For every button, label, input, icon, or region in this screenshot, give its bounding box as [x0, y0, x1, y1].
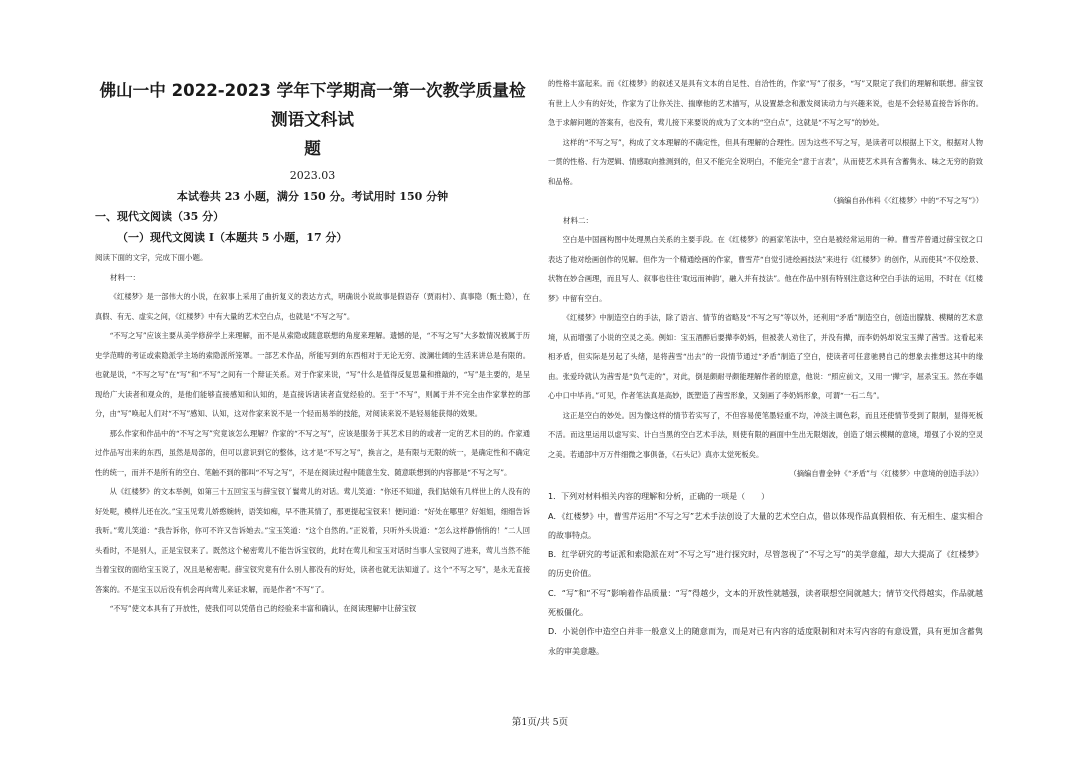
instruction: 阅读下面的文字，完成下面小题。	[95, 253, 208, 262]
option-a: A．《红楼梦》中，曹雪芹运用“不写之写”艺术手法创设了大量的艺术空白点，借以体现作品真假相依、有无相生、虚实相合的故事特点。	[548, 511, 983, 540]
paragraph: 《红楼梦》是一部伟大的小说，在叙事上采用了曲折复义的表达方式，明确说小说故事是假语存（贾雨村）、真事隐（甄士隐），在真假、有无、虚实之间，《红楼梦》中有大量的艺术空白点，也就是“不写之写”。	[95, 292, 530, 321]
question-stem: 1．下列对材料相关内容的理解和分析，正确的一项是（ ）	[548, 491, 770, 501]
subsection-heading: （一）现代文阅读 I（本题共 5 小题，17 分）	[117, 231, 348, 244]
section-heading: 一、现代文阅读（35 分）	[95, 210, 225, 223]
paragraph: 这样的“不写之写”，构成了文本理解的不确定性，但具有理解的合理性。因为这些不写之写，是读者可以根据上下文，根据对人物一贯的性格、行为逻辑、情感取向推测到的，但又不能完全说明白，不能完全“意于言表”，从而使艺术具有含蓄隽永、味之无穷的韵致和品格。	[548, 137, 983, 186]
exam-title	[95, 76, 530, 163]
page-number: 第1页/共 5页	[511, 717, 569, 728]
paragraph: 的性格丰富起来。而《红楼梦》的叙述又是具有文本的自足性、自洽性的，作家“写”了很多，“写”又限定了我们的理解和联想。薛宝钗有世上人少有的好处，作家为了让你关注、揣摩他的艺术描写，从设置悬念和激发阅读动力与兴趣来说，也是不会轻易直接告诉你的。急于求解问题的答案有，也没有，莺儿接下来要说的成为了文本的“空白点”，这就是“不写之写”的妙处。	[548, 79, 983, 127]
title-line-2: 题	[304, 139, 321, 158]
paragraph: 空白是中国画构图中处理黑白关系的主要手段。在《红楼梦》的画家笔法中，空白是被经常运用的一种。曹雪芹曾通过薛宝钗之口表达了他对绘画创作的见解。但作为一个精通绘画的作家，曹雪芹“自觉引进绘画技法”来进行《红楼梦》的创作，从而使其“不仅绘景、状物在妙合画理，而且写人、叙事也往往‘取远而神韵’，融入并有技法”。他在作品中别有特别注意这种空白手法的运用，不时在《红楼梦》中留有空白。	[548, 235, 983, 303]
option-b: B．红学研究的考证派和索隐派在对“不写之写”进行探究时，尽管忽视了“不写之写”的美学意蕴，却大大提高了《红楼梦》的历史价值。	[548, 550, 983, 579]
material-2-label: 材料二：	[563, 215, 593, 225]
exam-info: 本试卷共 23 小题，满分 150 分。考试用时 150 分钟	[176, 190, 449, 203]
paragraph: “不写之写”应该主要从美学修辞学上来理解，而不是从索隐或随意联想的角度来理解。遗憾的是，“不写之写”大多数情况被属于历史学范畴的考证或索隐派学主场的索隐派所笼罩。一部艺术作品，所能写到的东西相对于无论无穷、波澜壮阔的生活来讲总是有限的。也就是说，“不写之写”在“写”和“不写”之间有一个辩证关系。对于作家来说，“写”什么是值得反复思量和推敲的，“写”是主要的，是呈现给广大读者和观众的，是他们能够直接感知和认知的，是直接诉诸读者直觉经验的。至于“不写”，则属于并不完全由作家掌控的部分，由“写”唤起人们对“不写”感知、认知，这对作家来说不是一个轻而易举的技能，对阅读来说不是轻易能获得的效果。	[95, 331, 530, 418]
paragraph: 那么作家和作品中的“不写之写”究竟该怎么理解？作家的“不写之写”，应该是服务于其艺术目的的或者一定的艺术目的的。作家通过作品写出来的东西，虽然是局部的，但可以意识到它的整体，这才是“不写之写”，换言之，是有限与无限的统一，是确定性和不确定性的统一，而并不是所有的空白、笔触不到的都叫“不写之写”，不是在阅读过程中随意生发、随意联想到的内容都是“不写之写”。	[95, 428, 530, 477]
source-citation-1: （摘编自孙伟科《〈红楼梦〉中的“不写之写”》）	[829, 196, 983, 205]
option-c: C．“写”和“不写”影响着作品质量：“写”得越少，文本的开放性就越强，读者联想空间就越大；情节交代得越实，作品就越死板僵化。	[548, 588, 983, 617]
exam-date: 2023.03	[289, 169, 336, 182]
option-d: D．小说创作中造空白并非一般意义上的随意而为，而是对已有内容的适度限制和对未写内容的有意设置，具有更加含蓄隽永的审美意趣。	[548, 627, 983, 656]
paragraph: 从《红楼梦》的文本举例，如第三十五回宝玉与薛宝钗丫鬟莺儿的对话。莺儿笑道：“你还不知道，我们姑娘有几样世上的人没有的好处呢，模样儿还在次。”宝玉见莺儿娇憨婉转，语笑如痴，早不胜其情了，那更提起宝钗来！便问道：“好处在哪里？好姐姐，细细告诉我听。”莺儿笑道：“我告诉你，你可不许又告诉她去。”宝玉笑道：“这个自然的。”正说着，只听外头说道：“怎么这样静悄悄的！”二人回头看时，不是别人，正是宝钗来了。既然这个秘密莺儿不能告诉宝钗的，此时在莺儿和宝玉对话时当事人宝钗闯了进来，莺儿当然不能当着宝钗的面给宝玉说了，况且是秘密呢。薛宝钗究竟有什么别人都没有的好处，读者也就无法知道了。这个“不写之写”，是永无直接答案的。不是宝玉以后没有机会再向莺儿来证求解，而是作者“不写”了。	[95, 487, 530, 594]
paragraph: “不写”使文本具有了开放性，使我们可以凭借自己的经验来丰富和确认，在阅读理解中让薛宝钗	[109, 604, 417, 613]
right-column	[548, 74, 983, 661]
material-1-label: 材料一：	[110, 272, 140, 282]
left-column	[95, 74, 530, 619]
source-citation-2: （摘编自曹金钟《“矛盾”与〈红楼梦〉中意境的创造手法》）	[789, 469, 983, 478]
title-line-1: 佛山一中 2022-2023 学年下学期高一第一次教学质量检测语文科试	[99, 81, 526, 129]
paragraph: 这正是空白的妙处。因为像这样的情节若实写了，不但容易使笔墨轻重不均，冲淡主调色彩，而且还使情节受到了限制，显得死板不活。而这里运用以虚写实、计白当黑的空白艺术手法，则使有限的画面中生出无限烟波，创造了烟云模糊的意境，增强了小说的空灵之美。若通部中万万件细微之事俱备，《石头记》真亦太觉死板矣。	[548, 410, 983, 459]
paragraph: 《红楼梦》中制造空白的手法，除了语言、情节的省略及“不写之写”等以外，还利用“矛盾”制造空白，创造出朦胧、模糊的艺术意境，从而增强了小说的空灵之美。例如：宝玉酒醉后要撵李奶妈，但被袭人劝住了，并没有撵，而李奶妈却说宝玉撵了茜雪。这看起来相矛盾，但实际是另起了头绪，是将茜雪“出去”的一段情节通过“矛盾”制造了空白，使读者可任意驰骋自己的想象去推想这其中的缘由。张爱玲就认为茜雪是“负气走的”，对此，倒是颇耐寻颇能理解作者的原意，他说：“照应前文，又用一‘撵’字，屈杀宝玉。然在李媪心中口中毕肖。”可见，作者笔法真是高妙，既塑造了茜雪形象，又刻画了李奶妈形象，可谓“一石二鸟”。	[548, 313, 983, 400]
